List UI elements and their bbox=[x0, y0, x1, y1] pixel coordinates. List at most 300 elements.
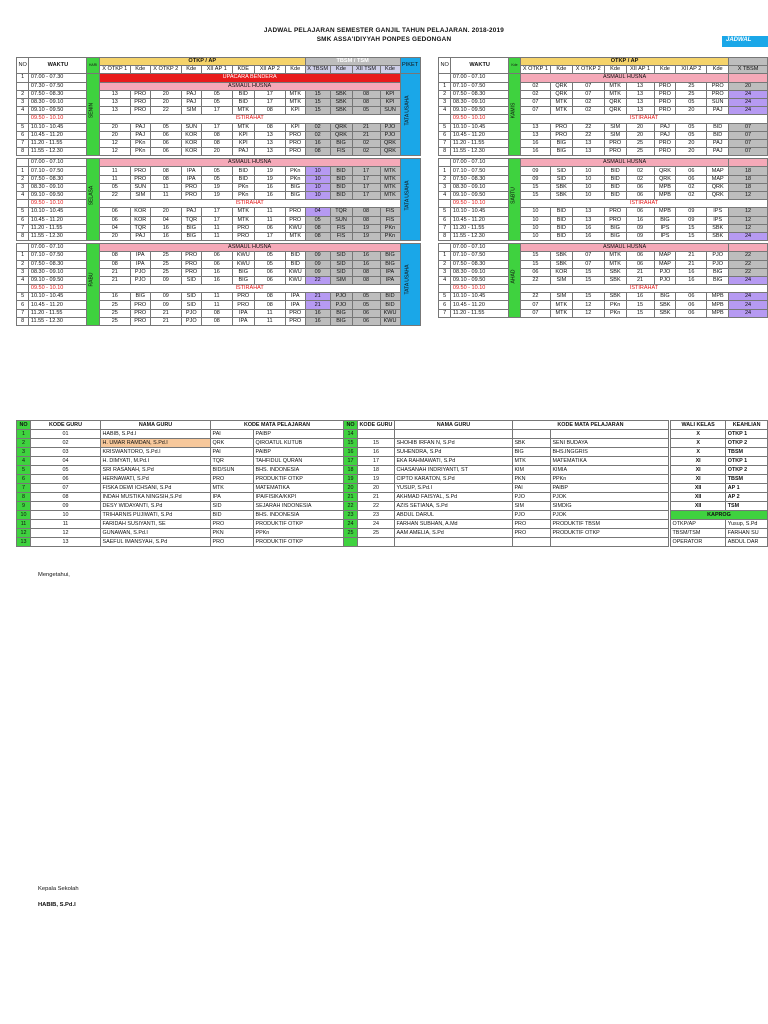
schedule-cell: 16 bbox=[572, 232, 604, 240]
row-number: 4 bbox=[439, 107, 451, 115]
schedule-cell: 22 bbox=[520, 276, 550, 284]
teacher-cell: 17 bbox=[344, 457, 358, 466]
schedule-cell: 17 bbox=[201, 123, 232, 131]
wali-cell: AP 1 bbox=[726, 484, 768, 493]
schedule-cell: MPB bbox=[654, 192, 676, 200]
row-time: 09.50 - 10.10 bbox=[451, 200, 509, 208]
schedule-cell: KWU bbox=[285, 276, 305, 284]
schedule-cell: 05 bbox=[201, 98, 232, 106]
schedule-cell: IPA bbox=[181, 167, 201, 175]
schedule-cell: SBK bbox=[330, 98, 352, 106]
schedule-cell: SBK bbox=[550, 260, 572, 268]
schedule-cell: PRO bbox=[130, 175, 150, 183]
row-time: 10.10 - 10.45 bbox=[29, 123, 87, 131]
schedule-cell: KOR bbox=[181, 131, 201, 139]
schedule-row bbox=[439, 268, 768, 276]
kaprog-cell: OPERATOR bbox=[671, 538, 726, 547]
schedule-cell: MPB bbox=[707, 301, 729, 309]
schedule-cell: 24 bbox=[729, 90, 768, 98]
schedule-cell: 16 bbox=[150, 232, 181, 240]
schedule-cell: MPB bbox=[654, 183, 676, 191]
teacher-cell: TQR bbox=[211, 457, 254, 466]
schedule-cell: BIG bbox=[604, 232, 626, 240]
schedule-right bbox=[438, 57, 768, 318]
teacher-cell: PAI bbox=[512, 484, 550, 493]
column-header: X OTKP 1 bbox=[99, 66, 130, 74]
row-number: 6 bbox=[17, 216, 29, 224]
schedule-cell: 10 bbox=[305, 167, 330, 175]
row-special-end bbox=[729, 74, 768, 82]
row-time: 07.00 - 07.10 bbox=[451, 159, 509, 167]
schedule-cell: PKn bbox=[604, 309, 626, 317]
schedule-cell: IPA bbox=[380, 276, 400, 284]
schedule-cell: QRK bbox=[380, 139, 400, 147]
schedule-cell: 22 bbox=[729, 268, 768, 276]
schedule-row bbox=[17, 192, 421, 200]
column-header: Kde bbox=[181, 66, 201, 74]
row-time: 07.10 - 07.50 bbox=[29, 167, 87, 175]
schedule-row bbox=[439, 115, 768, 123]
wali-row bbox=[671, 430, 768, 439]
schedule-cell: PRO bbox=[550, 131, 572, 139]
schedule-cell: 13 bbox=[626, 82, 654, 90]
teacher-cell: 24 bbox=[358, 520, 395, 529]
teacher-cell-empty bbox=[512, 538, 550, 547]
schedule-cell: 06 bbox=[626, 183, 654, 191]
schedule-cell: 02 bbox=[626, 167, 654, 175]
schedule-cell: SBK bbox=[604, 276, 626, 284]
schedule-cell: 06 bbox=[150, 148, 181, 156]
schedule-cell: IPA bbox=[130, 260, 150, 268]
schedule-cell: 02 bbox=[676, 183, 707, 191]
schedule-cell: PKn bbox=[130, 139, 150, 147]
day-label bbox=[508, 159, 520, 241]
teacher-cell: 6 bbox=[17, 475, 31, 484]
row-number bbox=[17, 82, 29, 90]
schedule-cell: 24 bbox=[729, 276, 768, 284]
schedule-cell: 10 bbox=[520, 232, 550, 240]
row-number: 5 bbox=[439, 208, 451, 216]
teacher-cell: 16 bbox=[358, 448, 395, 457]
schedule-cell: PJO bbox=[130, 268, 150, 276]
schedule-cell: SUN bbox=[181, 123, 201, 131]
teacher-row bbox=[17, 493, 669, 502]
schedule-cell: 06 bbox=[352, 309, 380, 317]
schedule-cell: 07 bbox=[729, 139, 768, 147]
schedule-cell: 05 bbox=[99, 183, 130, 191]
row-number bbox=[17, 244, 29, 252]
schedule-cell: 08 bbox=[305, 148, 330, 156]
schedule-cell: SID bbox=[181, 293, 201, 301]
schedule-cell: SIM bbox=[550, 276, 572, 284]
schedule-cell: SUN bbox=[130, 183, 150, 191]
teacher-cell: KRISWANTORO, S.Pd.I bbox=[101, 448, 211, 457]
schedule-cell: 15 bbox=[572, 293, 604, 301]
schedule-cell: 17 bbox=[352, 167, 380, 175]
column-header: Kde bbox=[380, 66, 400, 74]
teacher-cell: 9 bbox=[17, 502, 31, 511]
schedule-cell: BID bbox=[550, 208, 572, 216]
teacher-row bbox=[17, 448, 669, 457]
column-header: XII TSM bbox=[352, 66, 380, 74]
schedule-cell: PRO bbox=[232, 301, 254, 309]
schedule-cell: 02 bbox=[520, 82, 550, 90]
jadwal-tab[interactable]: JADWAL bbox=[722, 36, 768, 47]
kaprog-cell: Yusup, S.Pd bbox=[726, 520, 768, 529]
schedule-cell: 21 bbox=[676, 252, 707, 260]
teacher-cell: BHS.INGGRIS bbox=[550, 448, 668, 457]
schedule-cell: QRK bbox=[654, 167, 676, 175]
schedule-cell: 02 bbox=[676, 192, 707, 200]
schedule-cell: 17 bbox=[201, 216, 232, 224]
schedule-cell: MPB bbox=[707, 293, 729, 301]
schedule-row bbox=[439, 276, 768, 284]
schedule-cell: BIG bbox=[130, 293, 150, 301]
teacher-cell: KIMIA bbox=[550, 466, 668, 475]
schedule-row bbox=[439, 74, 768, 82]
row-number: 1 bbox=[439, 82, 451, 90]
schedule-cell: PAJ bbox=[654, 131, 676, 139]
schedule-row bbox=[439, 148, 768, 156]
row-special: ISTIRAHAT bbox=[520, 200, 767, 208]
schedule-cell: 05 bbox=[201, 90, 232, 98]
row-special: ISTIRAHAT bbox=[99, 285, 400, 293]
schedule-cell: 15 bbox=[520, 192, 550, 200]
teacher-cell: 7 bbox=[17, 484, 31, 493]
row-time: 07.30 - 07.50 bbox=[29, 82, 87, 90]
schedule-cell: 19 bbox=[254, 167, 285, 175]
schedule-cell: 11 bbox=[254, 317, 285, 325]
schedule-cell: MAP bbox=[654, 252, 676, 260]
schedule-cell: 18 bbox=[729, 167, 768, 175]
teacher-row bbox=[17, 475, 669, 484]
schedule-cell: PRO bbox=[654, 107, 676, 115]
schedule-cell: 15 bbox=[676, 224, 707, 232]
teacher-cell: 5 bbox=[17, 466, 31, 475]
schedule-cell: 13 bbox=[254, 148, 285, 156]
schedule-cell: 20 bbox=[626, 131, 654, 139]
wali-cell: XI bbox=[671, 457, 726, 466]
schedule-cell: PAJ bbox=[130, 232, 150, 240]
schedule-cell: 10 bbox=[520, 216, 550, 224]
teacher-cell: PAIBP bbox=[254, 448, 344, 457]
teacher-header: NAMA GURU bbox=[101, 421, 211, 430]
teacher-cell: FISKA DEWI ICHSANI, S.Pd bbox=[101, 484, 211, 493]
schedule-cell: PRO bbox=[550, 123, 572, 131]
schedule-cell: 21 bbox=[99, 276, 130, 284]
schedule-cell: PJO bbox=[380, 131, 400, 139]
schedule-cell: 10 bbox=[520, 224, 550, 232]
schedule-cell: SBK bbox=[550, 252, 572, 260]
schedule-row bbox=[439, 192, 768, 200]
schedule-cell: PJO bbox=[654, 268, 676, 276]
schedule-row bbox=[17, 82, 421, 90]
piket-name: TATA USAHA bbox=[404, 180, 410, 211]
piket-cell bbox=[400, 74, 420, 156]
schedule-cell: FIS bbox=[380, 216, 400, 224]
schedule-cell: 20 bbox=[729, 82, 768, 90]
schedule-cell: 05 bbox=[352, 293, 380, 301]
row-time: 10.45 - 11.20 bbox=[29, 131, 87, 139]
schedule-row bbox=[439, 293, 768, 301]
schedule-row bbox=[439, 208, 768, 216]
wali-row bbox=[671, 493, 768, 502]
column-header: XII AP 1 bbox=[201, 66, 232, 74]
schedule-cell: 20 bbox=[201, 148, 232, 156]
schedule-cell: BID bbox=[330, 192, 352, 200]
schedule-cell: 02 bbox=[520, 90, 550, 98]
row-time: 08.30 - 09.10 bbox=[451, 183, 509, 191]
schedule-cell: MTK bbox=[604, 82, 626, 90]
schedule-cell: 20 bbox=[99, 131, 130, 139]
row-time: 08.30 - 09.10 bbox=[29, 183, 87, 191]
schedule-cell: IPA bbox=[285, 293, 305, 301]
row-time: 09.10 - 09.50 bbox=[451, 276, 509, 284]
schedule-cell: PRO bbox=[130, 301, 150, 309]
teacher-table bbox=[16, 420, 669, 547]
teacher-cell: PRODUKTIF OTKP bbox=[254, 475, 344, 484]
teacher-cell: PRODUKTIF OTKP bbox=[550, 529, 668, 538]
otkp-header: OTKP / AP bbox=[99, 58, 305, 66]
day-label bbox=[508, 244, 520, 318]
schedule-cell: 07 bbox=[520, 301, 550, 309]
schedule-cell: 24 bbox=[729, 301, 768, 309]
row-number: 7 bbox=[439, 139, 451, 147]
tbsm-header: TBSM / TSM bbox=[305, 58, 400, 66]
schedule-cell: 11 bbox=[201, 301, 232, 309]
no-header: NO bbox=[17, 58, 29, 74]
wali-cell: XI bbox=[671, 475, 726, 484]
schedule-cell: BIG bbox=[232, 276, 254, 284]
schedule-cell: MTK bbox=[232, 123, 254, 131]
tbsm-header bbox=[729, 58, 768, 66]
schedule-cell: MTK bbox=[550, 107, 572, 115]
schedule-cell: 06 bbox=[676, 293, 707, 301]
schedule-cell: 16 bbox=[201, 276, 232, 284]
schedule-cell: PRO bbox=[130, 107, 150, 115]
row-number: 5 bbox=[17, 293, 29, 301]
teacher-cell: 15 bbox=[358, 439, 395, 448]
schedule-cell: KWU bbox=[285, 224, 305, 232]
schedule-cell: 07 bbox=[520, 309, 550, 317]
schedule-cell: 15 bbox=[305, 98, 330, 106]
schedule-row bbox=[17, 167, 421, 175]
schedule-cell: PRO bbox=[181, 252, 201, 260]
teacher-cell: 21 bbox=[358, 493, 395, 502]
schedule-cell: 07 bbox=[729, 123, 768, 131]
row-number: 1 bbox=[439, 252, 451, 260]
schedule-cell: KPI bbox=[285, 123, 305, 131]
schedule-cell: 15 bbox=[520, 183, 550, 191]
schedule-cell: 06 bbox=[626, 252, 654, 260]
row-number: 3 bbox=[17, 183, 29, 191]
schedule-cell: 13 bbox=[99, 98, 130, 106]
schedule-row bbox=[17, 208, 421, 216]
schedule-cell: 05 bbox=[676, 98, 707, 106]
schedule-cell: SID bbox=[550, 175, 572, 183]
schedule-right-table bbox=[438, 57, 768, 318]
teacher-cell: 25 bbox=[344, 529, 358, 538]
teacher-cell: BID/SUN bbox=[211, 466, 254, 475]
row-special: ASMAUL HUSNA bbox=[99, 159, 400, 167]
schedule-cell: PJO bbox=[654, 276, 676, 284]
schedule-cell: 21 bbox=[150, 309, 181, 317]
row-time: 09.50 - 10.10 bbox=[29, 285, 87, 293]
schedule-cell: 19 bbox=[201, 192, 232, 200]
schedule-cell: 20 bbox=[99, 232, 130, 240]
row-time: 08.30 - 09.10 bbox=[29, 268, 87, 276]
teacher-cell: 14 bbox=[344, 430, 358, 439]
schedule-cell: PRO bbox=[604, 148, 626, 156]
schedule-cell: PRO bbox=[130, 98, 150, 106]
row-number: 8 bbox=[439, 148, 451, 156]
schedule-cell: 25 bbox=[150, 268, 181, 276]
schedule-cell: 05 bbox=[352, 107, 380, 115]
schedule-cell: 15 bbox=[572, 268, 604, 276]
schedule-cell: PRO bbox=[604, 139, 626, 147]
row-time: 07.10 - 07.50 bbox=[451, 82, 509, 90]
schedule-cell: BID bbox=[285, 260, 305, 268]
row-time: 10.45 - 11.20 bbox=[451, 301, 509, 309]
row-number: 8 bbox=[17, 317, 29, 325]
schedule-cell: SBK bbox=[550, 183, 572, 191]
teacher-cell: PKN bbox=[512, 475, 550, 484]
kepala-sekolah-name: HABIB, S.Pd.I bbox=[38, 902, 76, 908]
schedule-cell: QRK bbox=[550, 90, 572, 98]
schedule-cell: 16 bbox=[305, 309, 330, 317]
schedule-cell: 13 bbox=[626, 90, 654, 98]
row-special: ISTIRAHAT bbox=[520, 285, 767, 293]
schedule-cell: 24 bbox=[729, 98, 768, 106]
teacher-cell: 20 bbox=[344, 484, 358, 493]
teacher-cell: BID bbox=[211, 511, 254, 520]
schedule-row bbox=[17, 252, 421, 260]
schedule-cell: PRO bbox=[181, 268, 201, 276]
wali-cell: XII bbox=[671, 502, 726, 511]
schedule-cell: SBK bbox=[707, 232, 729, 240]
teacher-cell: PAI bbox=[211, 430, 254, 439]
schedule-cell: 18 bbox=[729, 175, 768, 183]
teacher-cell: PAIBP bbox=[254, 430, 344, 439]
schedule-cell: PJO bbox=[707, 252, 729, 260]
schedule-cell: BID bbox=[707, 123, 729, 131]
schedule-cell: 06 bbox=[150, 131, 181, 139]
kaprog-cell: ABDUL DAR bbox=[726, 538, 768, 547]
schedule-cell: PRO bbox=[285, 216, 305, 224]
schedule-cell: KPI bbox=[232, 131, 254, 139]
schedule-cell: 25 bbox=[626, 139, 654, 147]
schedule-row bbox=[17, 159, 421, 167]
row-number: 7 bbox=[17, 309, 29, 317]
teacher-cell: 2 bbox=[17, 439, 31, 448]
schedule-cell: 25 bbox=[676, 90, 707, 98]
schedule-cell: TQR bbox=[330, 208, 352, 216]
schedule-cell: KWU bbox=[380, 317, 400, 325]
schedule-cell: MTK bbox=[604, 260, 626, 268]
row-time: 09.50 - 10.10 bbox=[451, 115, 509, 123]
column-header: KDE bbox=[232, 66, 254, 74]
schedule-cell: MTK bbox=[550, 301, 572, 309]
schedule-cell: MTK bbox=[232, 208, 254, 216]
teacher-cell: SEJARAH INDONESIA bbox=[254, 502, 344, 511]
schedule-cell: PRO bbox=[285, 309, 305, 317]
teacher-cell: SID bbox=[211, 502, 254, 511]
schedule-cell: 06 bbox=[352, 317, 380, 325]
wali-header: WALI KELAS bbox=[671, 421, 726, 430]
schedule-cell: 10 bbox=[305, 183, 330, 191]
schedule-cell: MTK bbox=[380, 192, 400, 200]
schedule-cell: MTK bbox=[380, 183, 400, 191]
row-number bbox=[17, 285, 29, 293]
schedule-cell: BID bbox=[604, 183, 626, 191]
row-number bbox=[439, 200, 451, 208]
schedule-cell: 21 bbox=[626, 268, 654, 276]
teacher-cell-empty bbox=[344, 538, 358, 547]
teacher-cell: 05 bbox=[31, 466, 101, 475]
wali-cell: TBSM bbox=[726, 475, 768, 484]
teacher-cell: IPA/FISIKA/KKPI bbox=[254, 493, 344, 502]
schedule-cell: 15 bbox=[626, 301, 654, 309]
schedule-cell: 08 bbox=[352, 276, 380, 284]
row-number bbox=[439, 244, 451, 252]
row-time: 11.20 - 11.55 bbox=[451, 224, 509, 232]
schedule-cell: 17 bbox=[254, 98, 285, 106]
row-time: 09.50 - 10.10 bbox=[29, 200, 87, 208]
teacher-cell: 8 bbox=[17, 493, 31, 502]
schedule-row bbox=[17, 317, 421, 325]
schedule-cell: 06 bbox=[676, 301, 707, 309]
teacher-cell: HABIB, S.Pd.I bbox=[101, 430, 211, 439]
schedule-cell: PKn bbox=[380, 224, 400, 232]
schedule-cell: SBK bbox=[550, 192, 572, 200]
teacher-cell: 13 bbox=[17, 538, 31, 547]
wali-cell: OTKP 2 bbox=[726, 439, 768, 448]
schedule-row bbox=[439, 216, 768, 224]
schedule-cell: SBK bbox=[707, 224, 729, 232]
teacher-cell: 19 bbox=[358, 475, 395, 484]
schedule-cell: 16 bbox=[676, 268, 707, 276]
teacher-row bbox=[17, 457, 669, 466]
row-number: 6 bbox=[439, 131, 451, 139]
schedule-cell: 09 bbox=[150, 301, 181, 309]
schedule-cell: IPS bbox=[654, 232, 676, 240]
row-number: 2 bbox=[17, 90, 29, 98]
row-time: 10.45 - 11.20 bbox=[29, 216, 87, 224]
schedule-cell: QRK bbox=[707, 192, 729, 200]
piket-name: TATA USAHA bbox=[404, 264, 410, 295]
schedule-cell: PJO bbox=[181, 317, 201, 325]
schedule-row bbox=[439, 98, 768, 106]
schedule-cell: 05 bbox=[352, 301, 380, 309]
row-number: 8 bbox=[17, 148, 29, 156]
schedule-cell: BID bbox=[330, 183, 352, 191]
schedule-cell: PAJ bbox=[707, 107, 729, 115]
teacher-cell: CIPTO KARATON, S.Pd bbox=[394, 475, 512, 484]
column-header: Kde bbox=[130, 66, 150, 74]
schedule-cell: PKn bbox=[285, 167, 305, 175]
teacher-cell: AKHMAD FAISYAL, S.Pd bbox=[394, 493, 512, 502]
day-name: KAMIS bbox=[510, 102, 517, 118]
teacher-cell: 23 bbox=[358, 511, 395, 520]
row-special: ASMAUL HUSNA bbox=[99, 244, 400, 252]
day-name: SABTU bbox=[510, 186, 517, 204]
schedule-cell: PRO bbox=[130, 167, 150, 175]
schedule-cell: SIM bbox=[330, 276, 352, 284]
teacher-row bbox=[17, 439, 669, 448]
schedule-cell: 13 bbox=[99, 90, 130, 98]
schedule-row bbox=[17, 139, 421, 147]
schedule-cell: 11 bbox=[254, 208, 285, 216]
